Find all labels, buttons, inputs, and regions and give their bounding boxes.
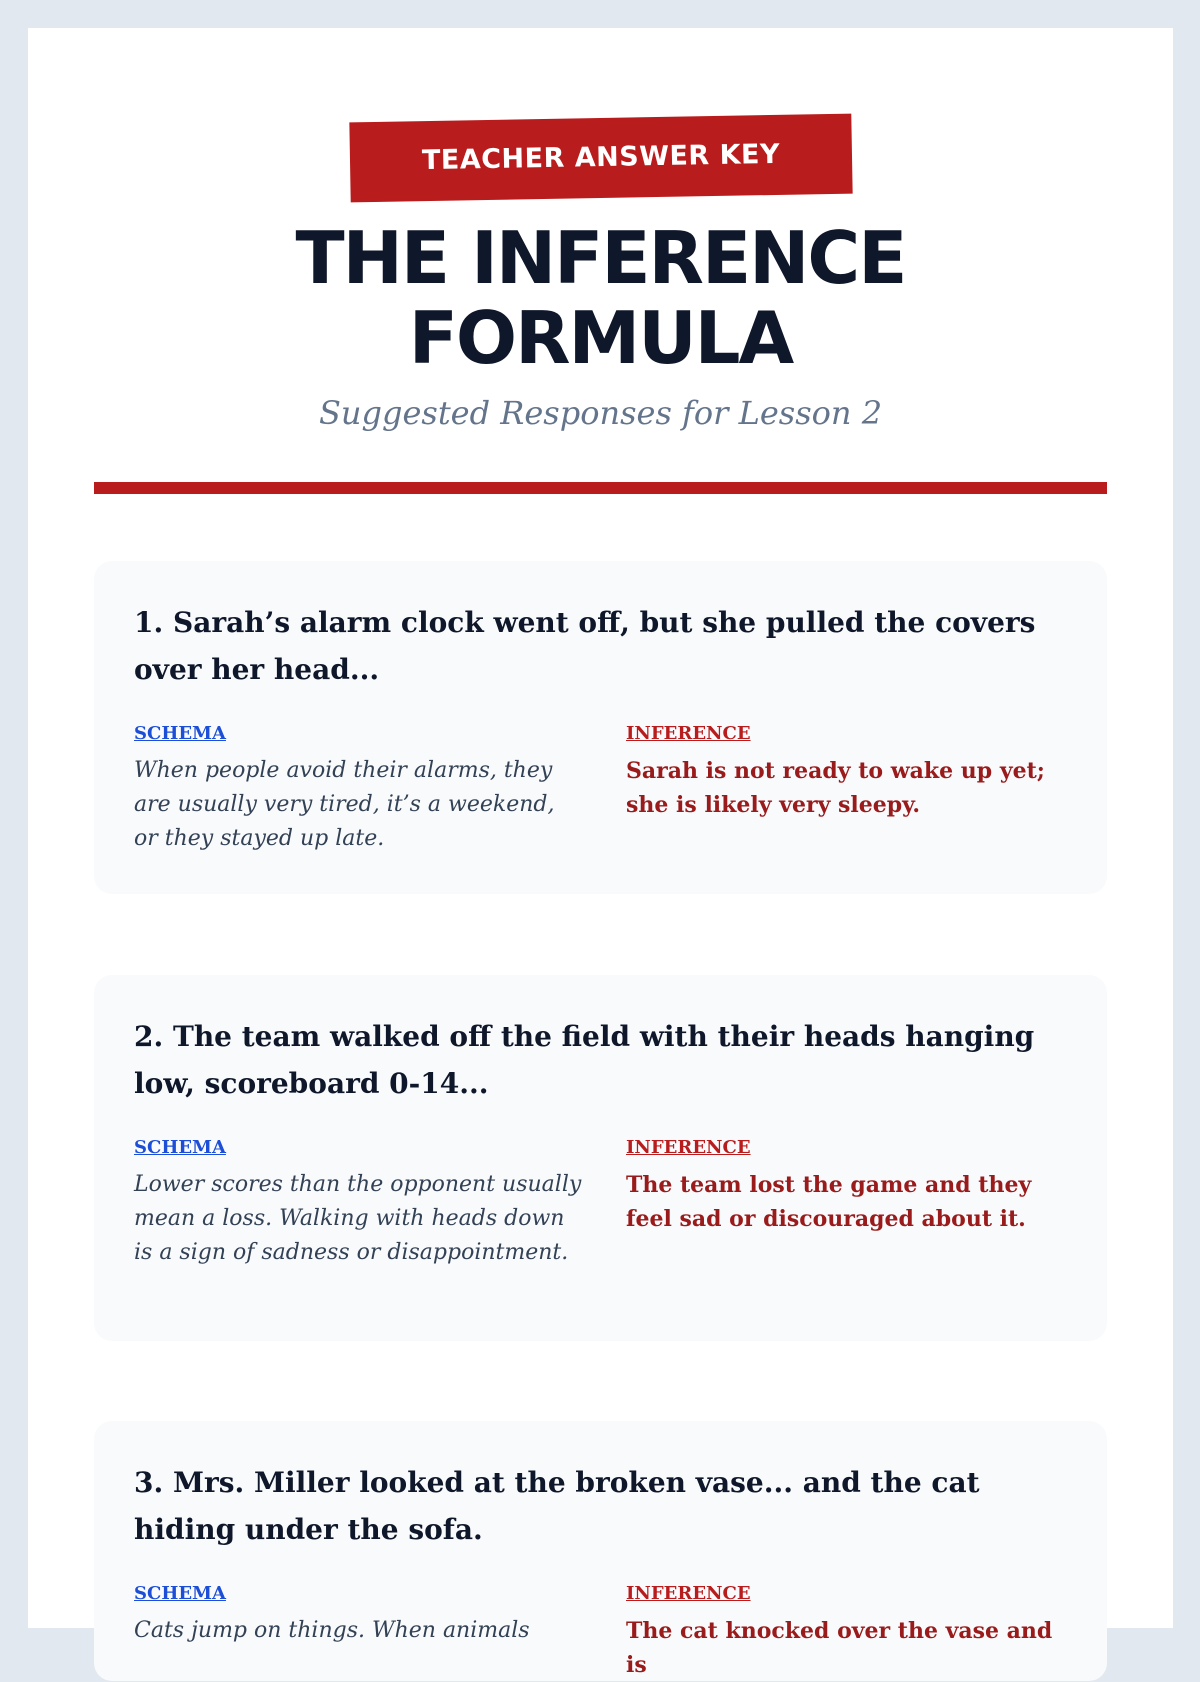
question-1-inference-text: Sarah is not ready to wake up yet; she is likely very sleepy. [626, 758, 1045, 818]
question-3-text: 3. Mrs. Miller looked at the broken vase... and the cat hiding under the sofa. [134, 1466, 980, 1546]
question-2-text: 2. The team walked off the field with their heads hanging low, scoreboard 0-14... [134, 1020, 1035, 1100]
question-2-inference-label: INFERENCE [626, 1137, 751, 1158]
page-title [28, 218, 1173, 378]
question-3-schema-label: SCHEMA [134, 1583, 226, 1604]
page-subtitle: Suggested Responses for Lesson 2 [318, 394, 883, 432]
teacher-answer-key-badge: TEACHER ANSWER KEY [349, 114, 852, 203]
badge-container [28, 118, 1173, 198]
question-2-schema-text: Lower scores than the opponent usually mean a loss. Walking with heads down is a sign of sadness or disappointment. [134, 1172, 582, 1265]
title-line-2: FORMULA [408, 296, 793, 380]
question-1-schema-text: When people avoid their alarms, they are usually very tired, it’s a weekend, or they stayed up late. [134, 758, 555, 851]
header-divider [94, 482, 1107, 494]
question-3-inference-label: INFERENCE [626, 1583, 751, 1604]
question-3-schema-text: Cats jump on things. When animals [134, 1618, 530, 1643]
question-2-inference-text: The team lost the game and they feel sad or discouraged about it. [626, 1172, 1032, 1232]
question-1-schema-label: SCHEMA [134, 723, 226, 744]
question-card-1 [94, 561, 1107, 894]
question-1-text: 1. Sarah’s alarm clock went off, but she pulled the covers over her head... [134, 606, 1036, 686]
question-1-inference-label: INFERENCE [626, 723, 751, 744]
title-line-1: THE INFERENCE [295, 216, 906, 300]
question-3-inference-text: The cat knocked over the vase and is [626, 1618, 1053, 1678]
question-2-schema-label: SCHEMA [134, 1137, 226, 1158]
question-card-2 [94, 975, 1107, 1341]
question-card-3 [94, 1421, 1107, 1681]
answer-key-page [28, 28, 1173, 1678]
